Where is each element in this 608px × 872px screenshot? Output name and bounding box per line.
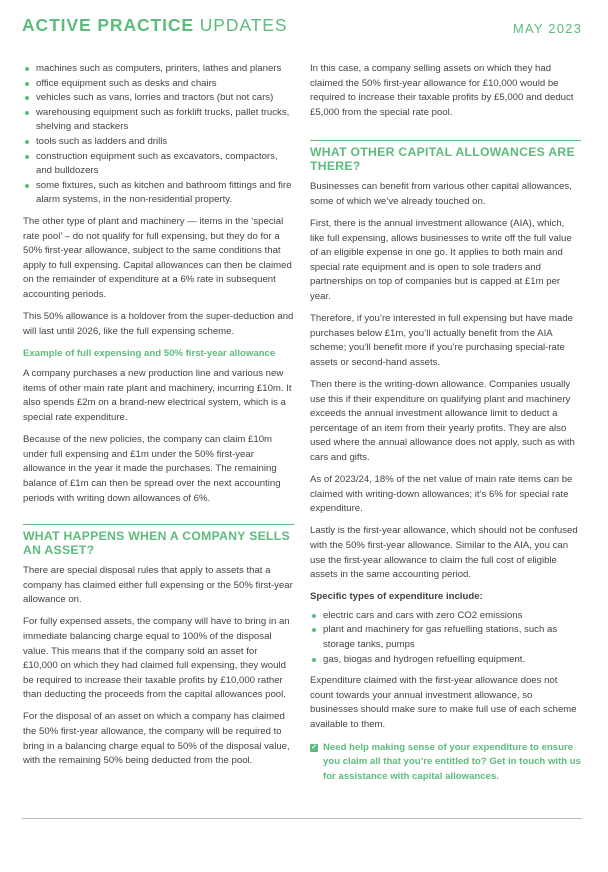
issue-date: MAY 2023 [512,21,582,36]
paragraph: Then there is the writing-down allowance. Companies usually use this if their expenditure on qualifying plant and machinery exceeds the annual investment allowance limit to deduct a percentage of an item from their yearly profits. They are also used where the annual allowance does not apply, such as with cars and gifts. [310,379,575,463]
right-column [310,62,581,784]
paragraph: Therefore, if you’re interested in full expensing but have made purchases below £1m, you’ll actually benefit from the AIA scheme; you’ll benefit more if you’re purchasing special-rate assets or second-hand assets. [310,313,573,368]
section-heading-asset-sale: WHAT HAPPENS WHEN A COMPANY SELLS AN ASSET? [23,524,294,557]
expenditure-subheading: Specific types of expenditure include: [310,591,483,603]
list-item: gas, biogas and hydrogen refuelling equipment. [310,653,581,668]
paragraph: As of 2023/24, 18% of the net value of main rate items can be claimed with writing-down allowances; it’s 6% for special rate expenditure. [310,474,573,515]
paragraph: This 50% allowance is a holdover from the super-deduction and will last until 2026, like the full expensing scheme. [23,311,294,337]
newsletter-title [22,15,288,35]
paragraph: Expenditure claimed with the first-year allowance does not count towards your annual investment allowance, so businesses should make sure to make full use of each scheme available to them. [310,675,577,730]
paragraph: There are special disposal rules that apply to assets that a company has claimed either full expensing or the 50% first-year allowance on. [23,565,293,606]
call-to-action [310,741,581,785]
list-item: construction equipment such as excavators, compactors, and bulldozers [23,150,294,179]
left-column [23,62,294,776]
paragraph: A company purchases a new production line and various new items of other main rate plant and machinery, incurring £10m. It also spends £2m on a brand-new electrical system, which is a special rate expenditure. [23,368,292,424]
footer-divider [22,818,582,819]
paragraph: For fully expensed assets, the company will have to bring in an immediate balancing charge equal to 100% of the disposal value. This means that if the company sold an asset for £10,000 on which they had claimed full expensing, they would be required to increase their taxable profits by £10,000 rather than deducting the proceeds from the capital allowances pool. [23,616,290,701]
paragraph: First, there is the annual investment allowance (AIA), which, like full expensing, allows businesses to write off the full value of an eligible expense in one go. It applies to both main and special rate equipment and is open to sole traders and partnerships on top of companies but is capped at £1m per year. [310,218,572,303]
list-item: vehicles such as vans, lorries and tractors (but not cars) [23,91,294,106]
expenditure-types-list [310,609,581,667]
list-item: electric cars and cars with zero CO2 emissions [310,609,581,624]
example-heading: Example of full expensing and 50% first-year allowance [23,347,276,359]
title-rest: UPDATES [199,15,288,35]
check-square-icon: ✓ [311,743,317,751]
list-item: warehousing equipment such as forklift trucks, pallet trucks, shelving and stackers [23,106,294,135]
paragraph: The other type of plant and machinery — items in the ‘special rate pool’ – do not qualify for full expensing, but they do for a 50% first-year allowance, subject to the same conditions that apply to full expensing. Capital allowances can then be claimed on the remainder of expenditure at a 6% rate in subsequent accounting periods. [23,215,292,300]
paragraph: Because of the new policies, the company can claim £10m under full expensing and £1m under the 50% first-year allowance in the year it made the purchases. The remaining balance of £1m can then be spread over the next accounting periods with writing down allowances of 6%. [23,434,281,504]
title-bold: ACTIVE PRACTICE [22,15,194,35]
section-heading-other-allowances: WHAT OTHER CAPITAL ALLOWANCES ARE THERE? [310,140,581,173]
list-item: some fixtures, such as kitchen and bathroom fittings and fire alarm systems, in the non-residential property. [23,179,294,208]
paragraph: For the disposal of an asset on which a company has claimed the 50% first-year allowance, the company will be required to bring in a balancing charge equal to 50% of the disposal value, with the remaining 50% being deducted from the pool. [23,711,290,767]
list-item: tools such as ladders and drills [23,135,294,150]
list-item: plant and machinery for gas refuelling stations, such as storage tanks, pumps [310,623,581,652]
page-header [22,15,582,42]
cta-text: Need help making sense of your expenditure to ensure you claim all that you’re entitled to? Get in touch with us for assistance with capital allowances. [323,741,581,782]
list-item: machines such as computers, printers, lathes and planers [23,62,294,77]
asset-examples-list [23,62,294,208]
paragraph: Businesses can benefit from various other capital allowances, some of which we’ve already touched on. [310,181,572,207]
list-item: office equipment such as desks and chairs [23,77,294,92]
paragraph: In this case, a company selling assets on which they had claimed the 50% first-year allowance for £10,000 would be required to increase their taxable profits by £5,000 and deduct £5,000 from the special rate pool. [310,63,574,118]
paragraph: Lastly is the first-year allowance, which should not be confused with the 50% first-year allowance. Similar to the AIA, you can use the first-year allowance to claim the full cost of eligible assets in the same accounting period. [310,525,578,581]
